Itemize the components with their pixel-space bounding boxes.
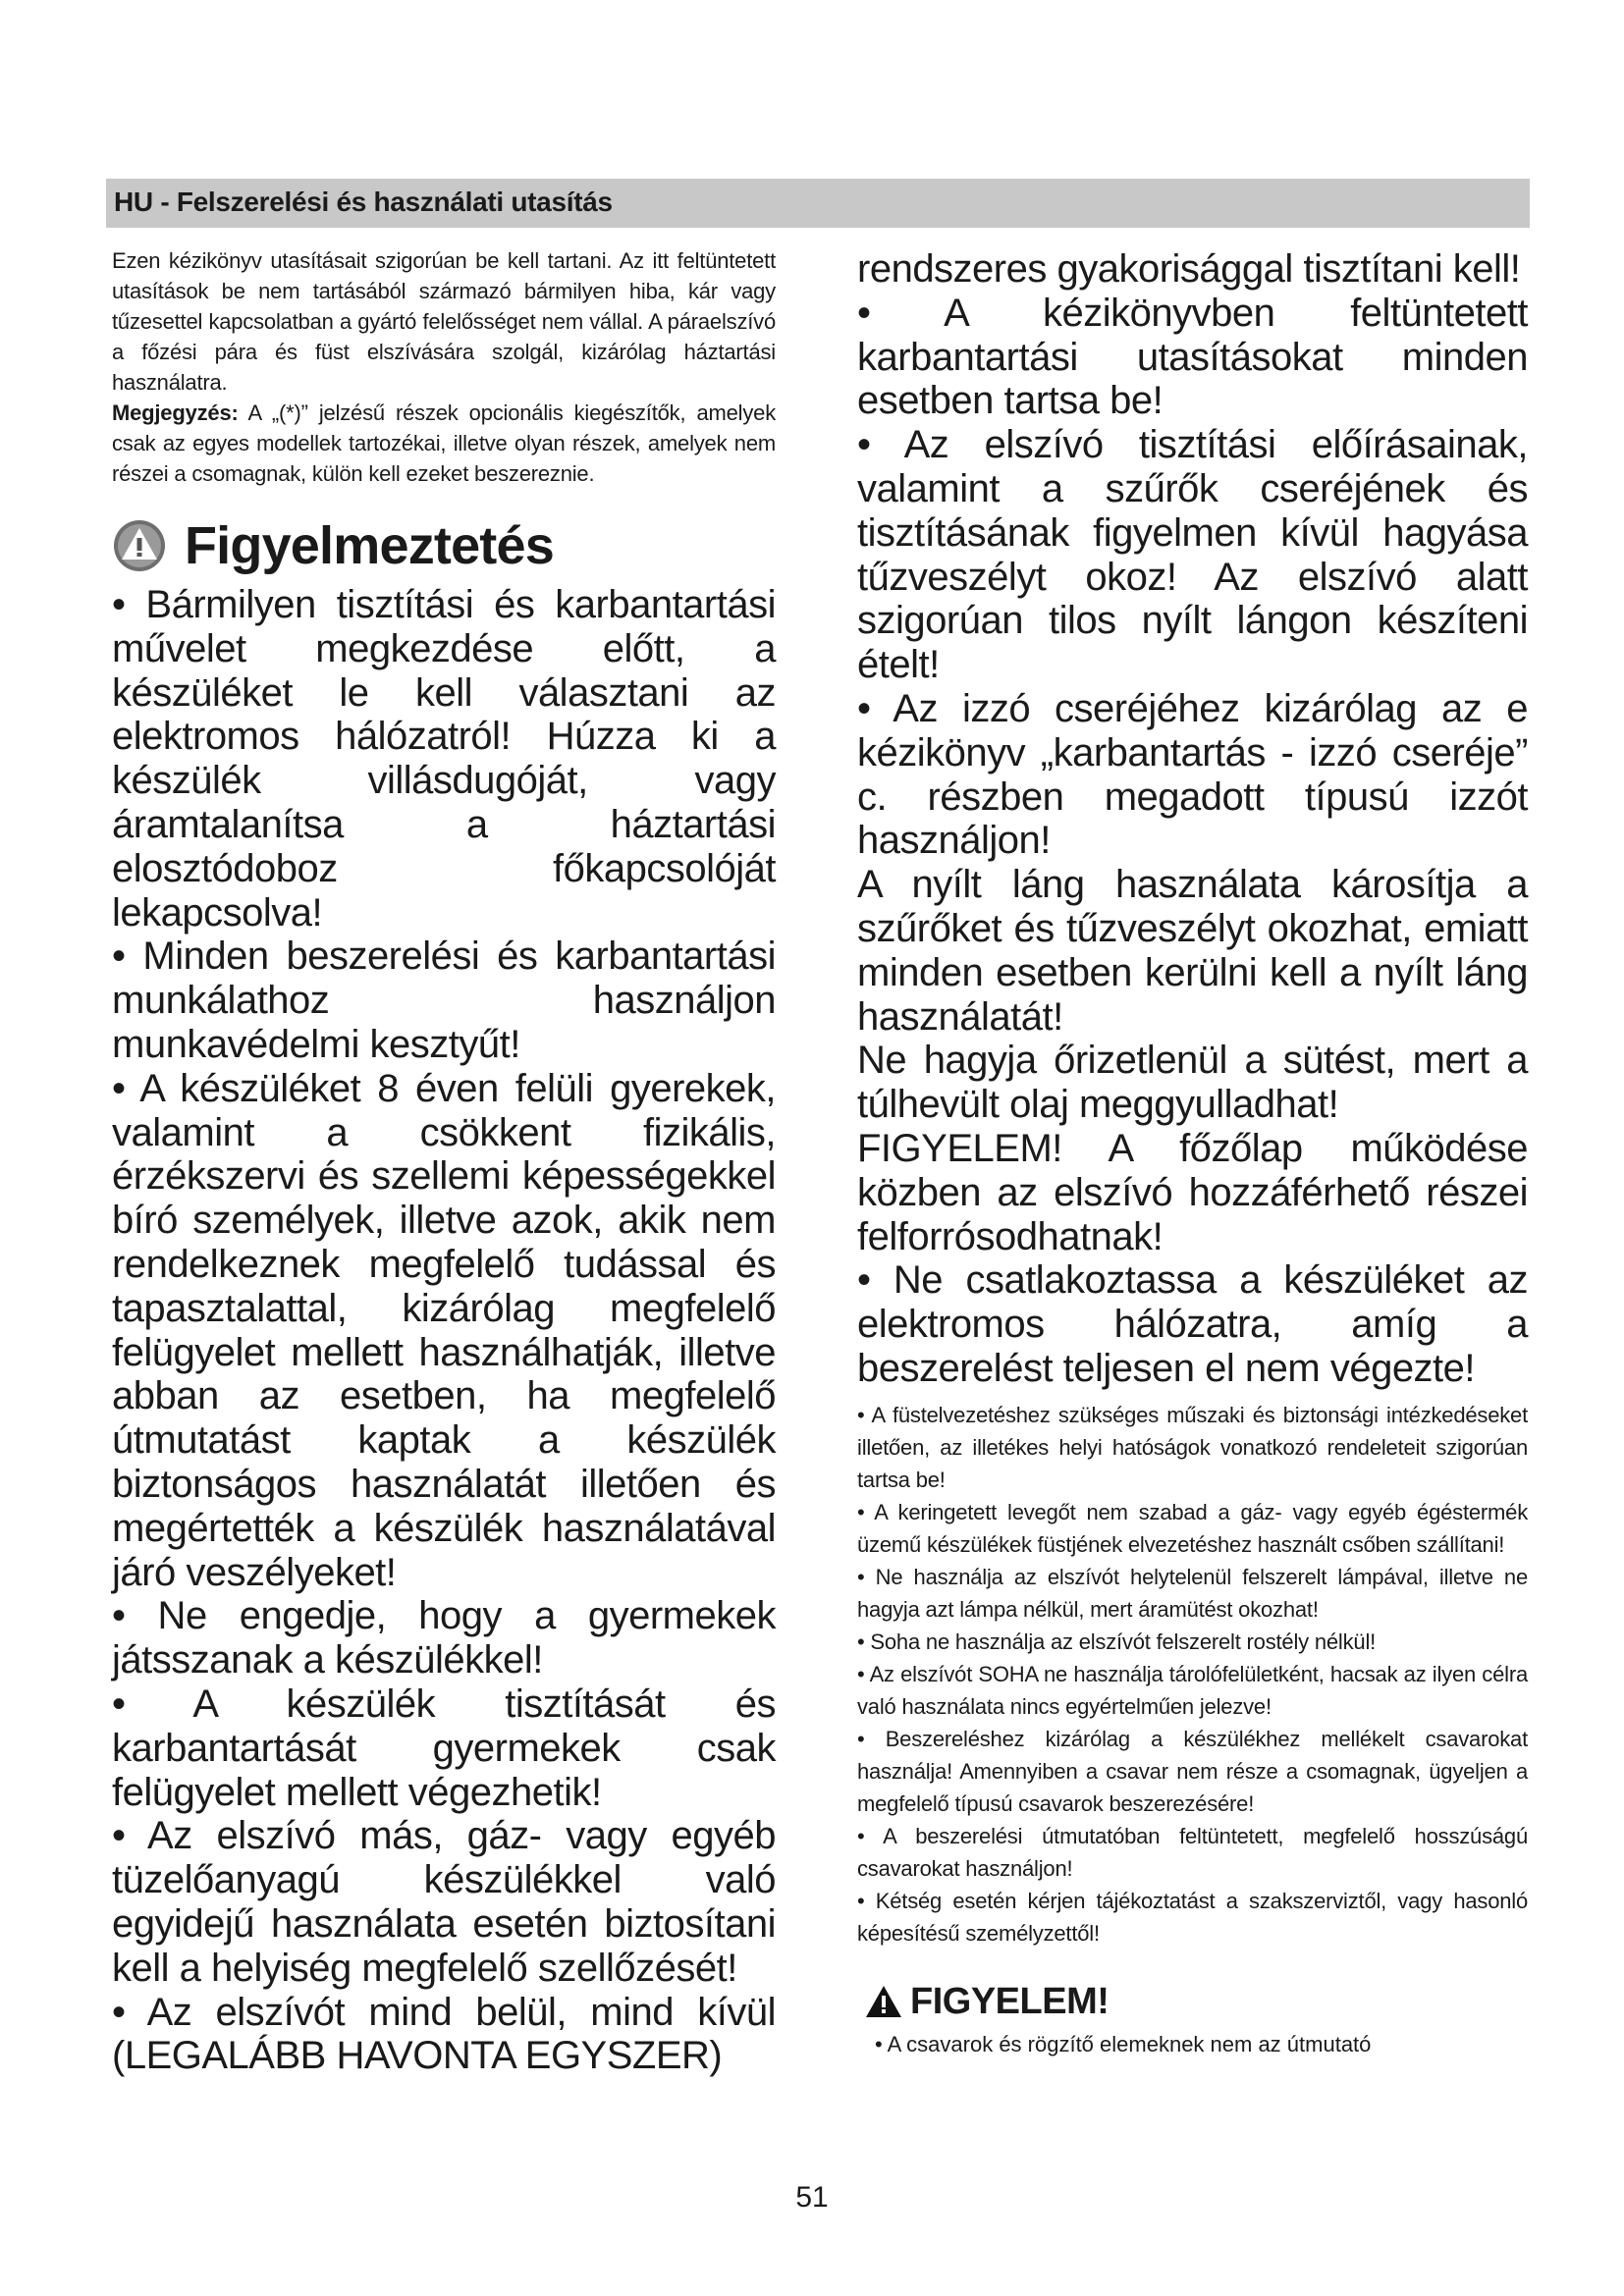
right-paragraph: • Az izzó cseréjéhez kizárólag az e kézikönyv „karbantartás - izzó cseréje” c. részben megadott típusú izzót használjon! (857, 686, 1528, 863)
right-small-paragraph: • Az elszívót SOHA ne használja tárolófelületként, hacsak az ilyen célra való használata nincs egyértelműen jelezve! (857, 1661, 1528, 1719)
warning-title: Figyelmeztetés (185, 516, 554, 575)
right-paragraph: A nyílt láng használata károsítja a szűrőket és tűzveszélyt okozhat, emiatt minden esetben kerülni kell a nyílt láng használatát! (857, 863, 1528, 1039)
left-bullet: • Az elszívó más, gáz- vagy egyéb tüzelőanyagú készülékkel való egyidejű használata esetén biztosítani kell a helyiség megfelelő szellőzését! (112, 1814, 776, 1990)
right-small-paragraph: • Soha ne használja az elszívót felszerelt rostély nélkül! (857, 1629, 1377, 1654)
right-paragraph: rendszeres gyakorisággal tisztítani kell! (857, 247, 1521, 291)
right-small-paragraph: • A keringetett levegőt nem szabad a gáz- vagy egyéb égéstermék üzemű készülékek füstjének elvezetéshez használt csőben szállítani! (857, 1499, 1528, 1557)
note-text: A „(*)” jelzésű részek opcionális kiegészítők, amelyek csak az egyes modellek tartozékai, illetve olyan részek, amelyek nem részei a csomagnak, külön kell ezeket beszereznie. (112, 400, 776, 486)
right-small-paragraph: • A füstelvezetéshez szükséges műszaki és biztonsági intézkedéseket illetően, az illetékes helyi hatóságok vonatkozó rendeleteit szigorúan tartsa be! (857, 1402, 1528, 1492)
right-small-paragraph: • A beszerelési útmutatóban feltüntetett, megfelelő hosszúságú csavarokat használjon! (857, 1823, 1528, 1881)
right-small-paragraph: • Ne használja az elszívót helytelenül felszerelt lámpával, illetve ne hagyja azt lámpa nélkül, mert áramütést okozhat! (857, 1564, 1528, 1622)
right-paragraph: FIGYELEM! A főzőlap működése közben az elszívó hozzáférhető részei felforrósodhatnak! (857, 1126, 1528, 1258)
warning-heading (112, 510, 776, 581)
intro-paragraph: Ezen kézikönyv utasításait szigorúan be kell tartani. Az itt feltüntetett utasítások be nem tartásából származó bármilyen hiba, kár vagy tűzesettel kapcsolatban a gyártó felelősséget nem vállal. A páraelszívó a főzési pára és füst elszívására szolgál, kizárólag háztartási használatra. (112, 248, 776, 395)
left-bullet: • A készülék tisztítását és karbantartását gyermekek csak felügyelet mellett végezhetik! (112, 1682, 776, 1814)
right-column (857, 247, 1528, 2060)
section-title: HU - Felszerelési és használati utasítás (114, 187, 613, 217)
right-paragraph: • Ne csatlakoztassa a készüléket az elektromos hálózatra, amíg a beszerelést teljesen el nem végezte! (857, 1258, 1528, 1390)
left-bullet: • Az elszívót mind belül, mind kívül (LEGALÁBB HAVONTA EGYSZER) (112, 1990, 776, 2078)
left-bullet: • Ne engedje, hogy a gyermekek játsszanak a készülékkel! (112, 1594, 776, 1682)
note-paragraph (112, 398, 776, 489)
figyelem-first-line: • A csavarok és rögzítő elemeknek nem az útmutató (875, 2031, 1372, 2056)
right-paragraph: Ne hagyja őrizetlenül a sütést, mert a túlhevült olaj meggyulladhat! (857, 1039, 1528, 1127)
figyelem-heading (865, 1981, 1528, 2023)
left-bullet: • Minden beszerelési és karbantartási munkálathoz használjon munkavédelmi kesztyűt! (112, 934, 776, 1066)
right-small-paragraph: • Kétség esetén kérjen tájékoztatást a szakszerviztől, vagy hasonló képesítésű személyzettől! (857, 1888, 1528, 1946)
warning-triangle-icon (865, 1985, 902, 2018)
left-bullet: • Bármilyen tisztítási és karbantartási művelet megkezdése előtt, a készüléket le kell választani az elektromos hálózatról! Húzza ki a készülék villásdugóját, vagy áramtalanítsa a háztartási elosztódoboz főkapcsolóját lekapcsolva! (112, 583, 776, 934)
left-bullet: • A készüléket 8 éven felüli gyerekek, valamint a csökkent fizikális, érzékszervi és szellemi képességekkel bíró személyek, illetve azok, akik nem rendelkeznek megfelelő tudással és tapasztalattal, kizárólag megfelelő felügyelet mellett használhatják, illetve abban az esetben, ha megfelelő útmutatást kaptak a készülék biztonságos használatát illetően és megértették a készülék használatával járó veszélyeket! (112, 1066, 776, 1594)
right-paragraph: • Az elszívó tisztítási előírásainak, valamint a szűrők cseréjének és tisztításának figyelmen kívül hagyása tűzveszélyt okoz! Az elszívó alatt szigorúan tilos nyílt lángon készíteni ételt! (857, 423, 1528, 687)
section-header-bar (106, 179, 1530, 228)
figyelem-title: FIGYELEM! (910, 1980, 1110, 2022)
right-paragraph: • A kézikönyvben feltüntetett karbantartási utasításokat minden esetben tartsa be! (857, 291, 1528, 423)
page-number: 51 (795, 2181, 829, 2214)
warning-icon (112, 518, 167, 573)
left-column (112, 245, 776, 2078)
right-small-paragraph: • Beszereléshez kizárólag a készülékhez mellékelt csavarokat használja! Amennyiben a csavar nem része a csomagnak, ügyeljen a megfelelő típusú csavarok beszerezésére! (857, 1726, 1528, 1816)
note-label: Megjegyzés: (112, 400, 239, 425)
